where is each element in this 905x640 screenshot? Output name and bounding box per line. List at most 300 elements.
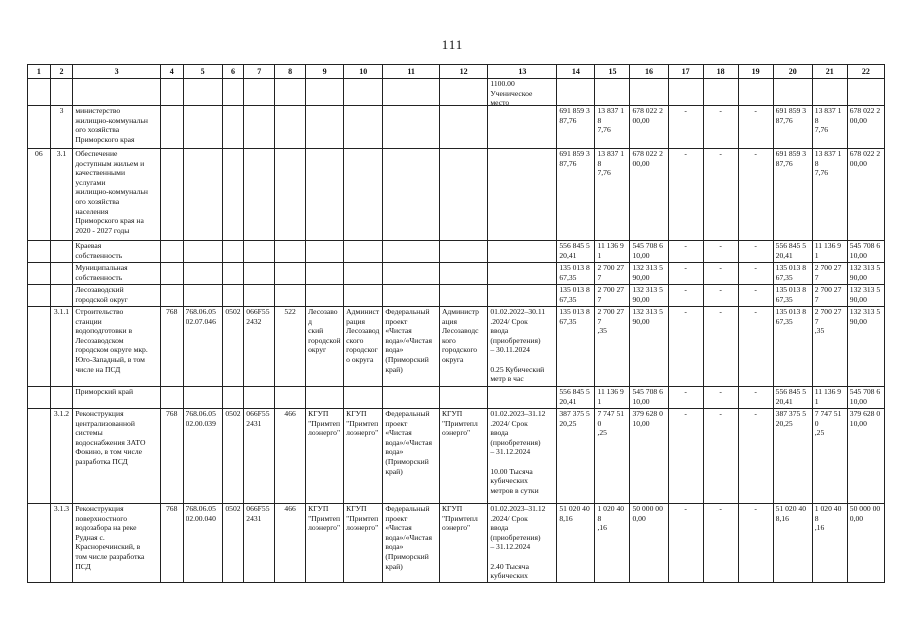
table-cell <box>847 504 884 583</box>
column-header: 13 <box>488 65 557 79</box>
table-cell <box>557 504 595 583</box>
table-row <box>28 106 885 149</box>
cell-text: Реконструкция поверхностного водозабора на реке Рудная с. Красноречинский, в том числе разработка ПСД <box>75 504 145 571</box>
table-cell <box>773 409 812 504</box>
table-cell <box>50 307 73 387</box>
table-cell <box>773 106 812 149</box>
table-cell <box>703 307 738 387</box>
table-cell <box>28 504 51 583</box>
table-cell <box>668 241 703 263</box>
cell-text: 7 747 510 ,25 <box>814 409 842 438</box>
table-cell <box>244 79 275 106</box>
cell-text: 545 708 6 10,00 <box>632 241 663 260</box>
table-cell <box>847 409 884 504</box>
table-cell <box>344 504 383 583</box>
cell-text: 132 313 5 90,00 <box>632 307 663 326</box>
table-cell <box>275 504 306 583</box>
table-cell <box>703 241 738 263</box>
table-cell <box>488 263 557 285</box>
cell-text: 379 628 0 10,00 <box>849 409 881 428</box>
cell-text: 556 845 5 20,41 <box>775 241 807 260</box>
table-cell <box>50 241 73 263</box>
cell-text: 2 700 277 <box>814 263 842 282</box>
table-cell <box>306 504 344 583</box>
table-cell <box>244 285 275 307</box>
table-cell <box>630 307 668 387</box>
cell-text: 1 020 408 ,16 <box>597 504 625 533</box>
table-cell <box>812 106 847 149</box>
table-cell <box>557 387 595 409</box>
cell-text: 556 845 5 20,41 <box>559 387 590 406</box>
table-cell <box>73 307 161 387</box>
cell-text: 132 313 5 90,00 <box>849 263 881 282</box>
column-header: 10 <box>344 65 383 79</box>
table-cell <box>73 79 161 106</box>
cell-text: 066F55 2432 <box>246 307 270 326</box>
table-cell <box>160 307 183 387</box>
table-cell <box>668 504 703 583</box>
table-cell <box>668 285 703 307</box>
cell-text: - <box>719 504 722 513</box>
table-row <box>28 387 885 409</box>
cell-text: 066F55 2431 <box>246 409 270 428</box>
table-cell <box>439 409 487 504</box>
table-cell <box>50 263 73 285</box>
cell-text: - <box>719 241 722 250</box>
table-cell <box>344 285 383 307</box>
table-cell <box>160 106 183 149</box>
table-cell <box>595 241 630 263</box>
table-cell <box>73 387 161 409</box>
cell-text: - <box>684 149 687 158</box>
table-cell <box>738 263 773 285</box>
cell-text: - <box>754 409 757 418</box>
table-cell <box>73 504 161 583</box>
page-number: 111 <box>441 37 464 52</box>
cell-text: Приморский край <box>75 387 134 396</box>
table-cell <box>244 241 275 263</box>
table-cell <box>595 307 630 387</box>
table-cell <box>28 285 51 307</box>
table-cell <box>847 307 884 387</box>
cell-text: 0502 <box>225 409 241 418</box>
cell-text: - <box>719 409 722 418</box>
column-header: 20 <box>773 65 812 79</box>
table-cell <box>73 409 161 504</box>
table-cell <box>73 285 161 307</box>
cell-text: 678 022 2 00,00 <box>849 106 881 125</box>
cell-text: 0502 <box>225 307 241 316</box>
table-cell <box>28 79 51 106</box>
table-cell <box>630 409 668 504</box>
table-cell <box>306 241 344 263</box>
cell-text: 691 859 3 87,76 <box>559 149 590 168</box>
table-cell <box>812 387 847 409</box>
cell-text: 3 <box>59 106 64 115</box>
column-header: 4 <box>160 65 183 79</box>
table-cell <box>488 285 557 307</box>
table-cell <box>50 409 73 504</box>
cell-text: - <box>754 241 757 250</box>
cell-text: 13 837 18 7,76 <box>597 149 625 178</box>
table-cell <box>557 409 595 504</box>
table-cell <box>595 409 630 504</box>
column-header: 19 <box>738 65 773 79</box>
table-cell <box>630 79 668 106</box>
cell-text: 2 700 277 ,35 <box>597 307 625 336</box>
column-header: 3 <box>73 65 161 79</box>
cell-text: 13 837 18 7,76 <box>814 149 842 178</box>
table-cell <box>222 263 244 285</box>
cell-text: Обеспечение доступным жильем и качественными услугами жилищно-коммунальн ого хозяйства населения Приморского края на 2020 - 2027 годы <box>75 149 148 235</box>
table-cell <box>847 387 884 409</box>
cell-text: 51 020 40 8,16 <box>775 504 807 523</box>
table-row <box>28 504 885 583</box>
cell-text: - <box>719 106 722 115</box>
table-cell <box>668 149 703 241</box>
table-cell <box>306 149 344 241</box>
table-cell <box>222 307 244 387</box>
cell-text: - <box>684 409 687 418</box>
cell-text: КГУП "Примтеп лоэнерго" <box>346 409 379 438</box>
cell-text: 387 375 5 20,25 <box>559 409 590 428</box>
cell-text: 678 022 2 00,00 <box>849 149 881 168</box>
table-cell <box>773 263 812 285</box>
table-cell <box>439 79 487 106</box>
table-cell <box>703 285 738 307</box>
cell-text: КГУП "Примтеп лоэнерго" <box>346 504 379 533</box>
table-cell <box>383 241 440 263</box>
cell-text: - <box>684 241 687 250</box>
table-cell <box>383 504 440 583</box>
cell-text: 3.1.2 <box>53 409 70 418</box>
table-cell <box>738 79 773 106</box>
table-cell <box>630 106 668 149</box>
table-cell <box>595 263 630 285</box>
cell-text: - <box>684 504 687 513</box>
table-cell <box>738 307 773 387</box>
table-cell <box>28 387 51 409</box>
column-header: 5 <box>183 65 222 79</box>
table-cell <box>773 387 812 409</box>
table-cell <box>160 504 183 583</box>
table-cell <box>183 307 222 387</box>
cell-text: 768.06.05 02.00.040 <box>185 504 216 523</box>
column-header: 17 <box>668 65 703 79</box>
table-row <box>28 409 885 504</box>
table-cell <box>344 149 383 241</box>
cell-text: 135 013 8 67,35 <box>775 285 807 304</box>
table-cell <box>703 106 738 149</box>
table-cell <box>488 241 557 263</box>
table-cell <box>488 504 557 583</box>
table-cell <box>244 504 275 583</box>
cell-text: - <box>719 387 722 396</box>
cell-text: Краевая собственность <box>75 241 123 260</box>
table-cell <box>773 307 812 387</box>
cell-text: 678 022 2 00,00 <box>632 149 663 168</box>
column-header: 21 <box>812 65 847 79</box>
table-row <box>28 285 885 307</box>
table-cell <box>383 263 440 285</box>
cell-text: 135 013 8 67,35 <box>559 285 590 304</box>
column-header: 11 <box>383 65 440 79</box>
cell-text: 135 013 8 67,35 <box>559 263 590 282</box>
table-cell <box>244 149 275 241</box>
table-cell <box>306 307 344 387</box>
cell-text: 01.02.2023–31.12 .2024/ Срок ввода (приобретения) – 31.12.2024 10.00 Тысяча кубических метров в сутки <box>490 409 546 495</box>
table-cell <box>595 504 630 583</box>
table-cell <box>738 285 773 307</box>
table-cell <box>488 106 557 149</box>
table-cell <box>738 409 773 504</box>
table-cell <box>344 263 383 285</box>
table-cell <box>306 387 344 409</box>
cell-text: Федеральный проект «Чистая вода»/«Чистая вода» (Приморский край) <box>385 504 433 571</box>
table-cell <box>183 409 222 504</box>
table-cell <box>383 387 440 409</box>
cell-text: - <box>719 149 722 158</box>
table-cell <box>222 387 244 409</box>
table-cell <box>183 79 222 106</box>
table-cell <box>847 241 884 263</box>
table-cell <box>668 263 703 285</box>
table-cell <box>160 409 183 504</box>
table-cell <box>28 263 51 285</box>
table-cell <box>222 285 244 307</box>
column-header: 18 <box>703 65 738 79</box>
table-cell <box>557 149 595 241</box>
column-header: 2 <box>50 65 73 79</box>
cell-text: Федеральный проект «Чистая вода»/«Чистая вода» (Приморский край) <box>385 307 433 374</box>
cell-text: 1 020 408 ,16 <box>814 504 842 533</box>
table-cell <box>630 241 668 263</box>
column-header: 15 <box>595 65 630 79</box>
table-row <box>28 79 885 106</box>
table-cell <box>595 79 630 106</box>
table-cell <box>439 504 487 583</box>
table-cell <box>160 149 183 241</box>
table-cell <box>812 241 847 263</box>
table-cell <box>183 263 222 285</box>
table-cell <box>50 504 73 583</box>
column-header: 7 <box>244 65 275 79</box>
cell-text: - <box>684 263 687 272</box>
table-cell <box>630 149 668 241</box>
cell-text: 066F55 2431 <box>246 504 270 523</box>
table-cell <box>488 387 557 409</box>
table-cell <box>557 106 595 149</box>
cell-text: 50 000 00 0,00 <box>632 504 663 523</box>
table-cell <box>847 263 884 285</box>
table-cell <box>847 106 884 149</box>
cell-text: КГУП "Примтеп лоэнерго" <box>308 504 341 533</box>
table-cell <box>668 387 703 409</box>
cell-text: Муниципальная собственность <box>75 263 128 282</box>
table-cell <box>275 106 306 149</box>
table-cell <box>812 409 847 504</box>
table-cell <box>222 409 244 504</box>
table-cell <box>222 79 244 106</box>
cell-text: - <box>754 149 757 158</box>
table-cell <box>306 263 344 285</box>
cell-text: 1100.00 Ученическое место <box>490 79 533 105</box>
table-cell <box>183 241 222 263</box>
cell-text: 7 747 510 ,25 <box>597 409 625 438</box>
cell-text: 2 700 277 ,35 <box>814 307 842 336</box>
column-header: 9 <box>306 65 344 79</box>
table-cell <box>28 409 51 504</box>
table-cell <box>439 387 487 409</box>
header-row <box>28 65 885 79</box>
cell-text: 768 <box>165 409 178 418</box>
table-cell <box>439 241 487 263</box>
cell-text: 50 000 00 0,00 <box>849 504 881 523</box>
table-cell <box>595 387 630 409</box>
table-cell <box>344 307 383 387</box>
cell-text: 379 628 0 10,00 <box>632 409 663 428</box>
table-cell <box>847 149 884 241</box>
cell-text: 06 <box>35 149 43 158</box>
table-cell <box>595 106 630 149</box>
table-cell <box>773 241 812 263</box>
table-cell <box>773 285 812 307</box>
cell-text: 387 375 5 20,25 <box>775 409 807 428</box>
table-cell <box>275 307 306 387</box>
table-cell <box>222 241 244 263</box>
table-cell <box>183 504 222 583</box>
cell-text: Админист рация Лесозавод ского городског о округа <box>346 307 380 364</box>
cell-text: 545 708 6 10,00 <box>849 241 881 260</box>
cell-text: 3.1.1 <box>53 307 70 316</box>
cell-text: - <box>684 387 687 396</box>
cell-text: 132 313 5 90,00 <box>632 285 663 304</box>
cell-text: 3.1.3 <box>53 504 70 513</box>
table-cell <box>222 106 244 149</box>
cell-text: 132 313 5 90,00 <box>849 285 881 304</box>
cell-text: 556 845 5 20,41 <box>559 241 590 260</box>
cell-text: - <box>719 263 722 272</box>
cell-text: Реконструкция централизованной системы водоснабжения ЗАТО Фокино, в том числе разработка ПСД <box>75 409 146 466</box>
table-cell <box>383 307 440 387</box>
table-cell <box>557 263 595 285</box>
table-cell <box>630 387 668 409</box>
table-cell <box>738 241 773 263</box>
table-cell <box>812 79 847 106</box>
table-cell <box>28 307 51 387</box>
table-cell <box>488 79 557 106</box>
table-cell <box>703 409 738 504</box>
table-row <box>28 241 885 263</box>
cell-text: 135 013 8 67,35 <box>559 307 590 326</box>
cell-text: 11 136 91 <box>814 241 842 260</box>
table-cell <box>773 504 812 583</box>
cell-text: 132 313 5 90,00 <box>632 263 663 282</box>
cell-text: 2 700 277 <box>597 285 625 304</box>
table-cell <box>703 79 738 106</box>
table-row <box>28 263 885 285</box>
cell-text: 135 013 8 67,35 <box>775 307 807 326</box>
table-cell <box>50 285 73 307</box>
table-cell <box>275 79 306 106</box>
table-cell <box>160 79 183 106</box>
table-cell <box>439 149 487 241</box>
table-cell <box>275 263 306 285</box>
table-cell <box>344 79 383 106</box>
table-cell <box>383 149 440 241</box>
cell-text: 545 708 6 10,00 <box>632 387 663 406</box>
table-cell <box>847 285 884 307</box>
table-cell <box>383 106 440 149</box>
column-header: 12 <box>439 65 487 79</box>
table-cell <box>439 285 487 307</box>
table-cell <box>812 285 847 307</box>
table-cell <box>738 504 773 583</box>
cell-text: 01.02.2023–31.12 .2024/ Срок ввода (приобретения) – 31.12.2024 2.40 Тысяча кубических <box>490 504 546 581</box>
table-cell <box>557 307 595 387</box>
cell-text: 11 136 91 <box>597 387 624 406</box>
cell-text: 466 <box>284 409 296 418</box>
table-cell <box>306 285 344 307</box>
cell-text: 466 <box>284 504 296 513</box>
cell-text: 768.06.05 02.00.039 <box>185 409 216 428</box>
table-cell <box>703 149 738 241</box>
table-cell <box>50 79 73 106</box>
table-cell <box>812 307 847 387</box>
cell-text: 522 <box>284 307 296 316</box>
table-cell <box>630 285 668 307</box>
table-cell <box>557 241 595 263</box>
table-cell <box>73 149 161 241</box>
column-header: 16 <box>630 65 668 79</box>
table-cell <box>183 387 222 409</box>
cell-text: 135 013 8 67,35 <box>775 263 807 282</box>
cell-text: - <box>754 387 757 396</box>
column-header: 14 <box>557 65 595 79</box>
cell-text: 11 136 91 <box>597 241 624 260</box>
table-cell <box>183 106 222 149</box>
table-cell <box>812 504 847 583</box>
table-cell <box>439 263 487 285</box>
cell-text: 768.06.05 02.07.046 <box>185 307 216 326</box>
table-cell <box>275 149 306 241</box>
table-cell <box>557 285 595 307</box>
cell-text: 132 313 5 90,00 <box>849 307 881 326</box>
table-cell <box>244 409 275 504</box>
cell-text: - <box>754 504 757 513</box>
table-cell <box>160 241 183 263</box>
table-cell <box>306 409 344 504</box>
table-cell <box>73 263 161 285</box>
table-cell <box>275 409 306 504</box>
table-cell <box>244 307 275 387</box>
cell-text: - <box>719 307 722 316</box>
table-cell <box>488 307 557 387</box>
table-cell <box>812 149 847 241</box>
table-cell <box>160 285 183 307</box>
table-cell <box>50 149 73 241</box>
cell-text: 545 708 6 10,00 <box>849 387 881 406</box>
column-header: 6 <box>222 65 244 79</box>
table-cell <box>50 387 73 409</box>
table-cell <box>738 106 773 149</box>
table-cell <box>595 285 630 307</box>
table-cell <box>244 106 275 149</box>
cell-text: 768 <box>165 504 178 513</box>
table-cell <box>488 149 557 241</box>
cell-text: - <box>684 285 687 294</box>
table-cell <box>344 106 383 149</box>
